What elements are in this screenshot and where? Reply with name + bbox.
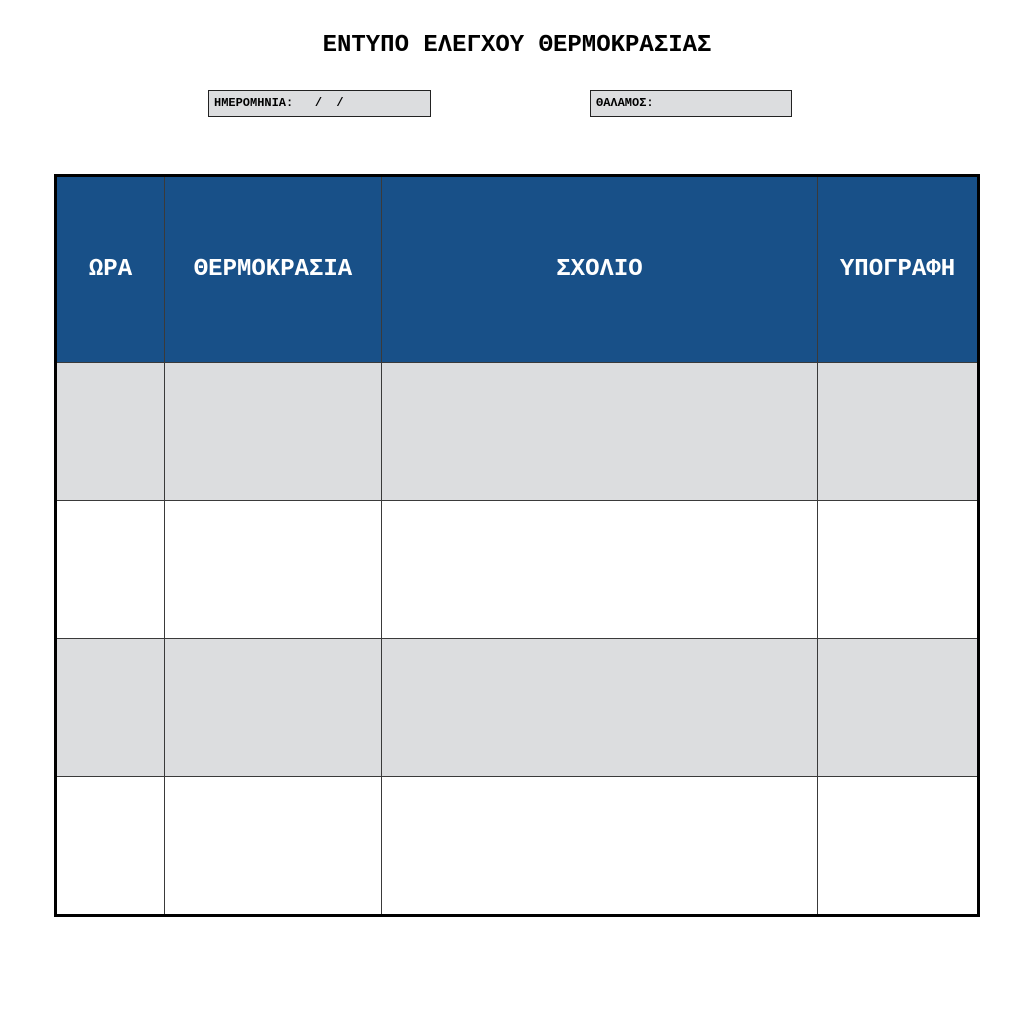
temperature-cell[interactable] — [165, 777, 382, 916]
column-header-time: ΩΡΑ — [56, 176, 165, 363]
table-row — [56, 363, 979, 501]
table-header-row — [56, 176, 979, 363]
table-row — [56, 777, 979, 916]
comment-cell[interactable] — [382, 777, 818, 916]
table-row — [56, 639, 979, 777]
column-header-signature: ΥΠΟΓΡΑΦΗ — [818, 176, 979, 363]
column-header-comment: ΣΧΟΛΙΟ — [382, 176, 818, 363]
room-field[interactable]: ΘΑΛΑΜΟΣ: — [590, 90, 792, 117]
temperature-cell[interactable] — [165, 639, 382, 777]
time-cell[interactable] — [56, 777, 165, 916]
comment-cell[interactable] — [382, 639, 818, 777]
table-row — [56, 501, 979, 639]
comment-cell[interactable] — [382, 363, 818, 501]
temperature-cell[interactable] — [165, 363, 382, 501]
signature-cell[interactable] — [818, 639, 979, 777]
comment-cell[interactable] — [382, 501, 818, 639]
temperature-cell[interactable] — [165, 501, 382, 639]
temperature-log-table — [54, 174, 980, 917]
date-field[interactable]: ΗΜΕΡΟΜΗΝΙΑ: / / — [208, 90, 431, 117]
form-title: ΕΝΤΥΠΟ ΕΛΕΓΧΟΥ ΘΕΡΜΟΚΡΑΣΙΑΣ — [322, 32, 712, 59]
signature-cell[interactable] — [818, 777, 979, 916]
signature-cell[interactable] — [818, 501, 979, 639]
column-header-temperature: ΘΕΡΜΟΚΡΑΣΙΑ — [165, 176, 382, 363]
time-cell[interactable] — [56, 501, 165, 639]
time-cell[interactable] — [56, 639, 165, 777]
time-cell[interactable] — [56, 363, 165, 501]
signature-cell[interactable] — [818, 363, 979, 501]
